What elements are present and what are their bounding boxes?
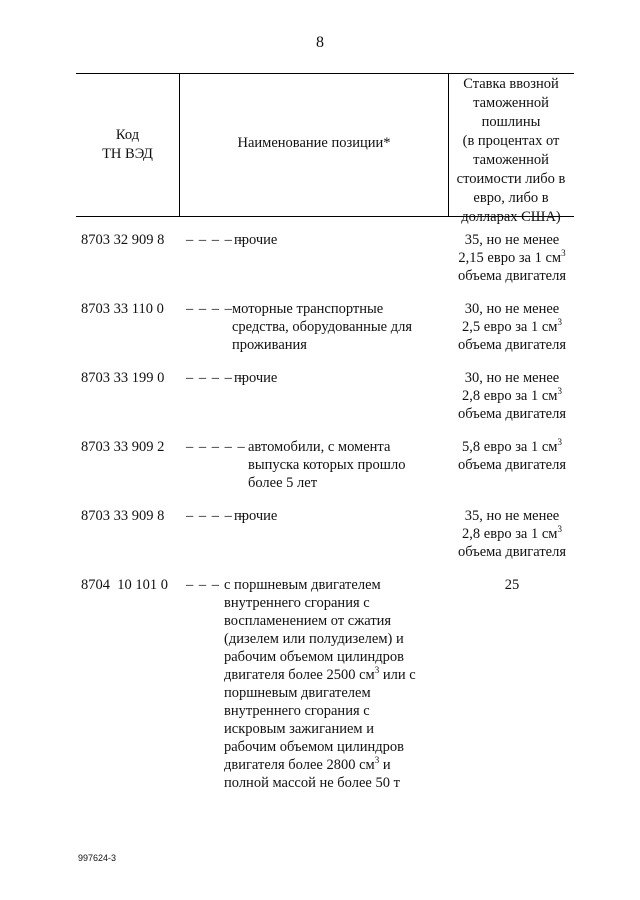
row-dashes: – – – <box>186 577 220 593</box>
row-rate: 30, но не менее 2,8 евро за 1 $см^3$ объема двигателя <box>457 370 566 422</box>
header-code: Код ТН ВЭД <box>102 127 153 162</box>
row-code: 8703 32 909 8 <box>81 232 165 248</box>
row-name: прочие <box>234 232 278 248</box>
tariff-table <box>76 73 574 791</box>
row-code: 8704 10 101 0 <box>81 577 168 593</box>
row-dashes: – – – – – <box>186 508 246 524</box>
row-dashes: – – – – – <box>186 232 246 248</box>
row-name: автомобили, с момента выпуска которых прошло более 5 лет <box>248 439 406 491</box>
row-rate: 25 <box>504 577 520 593</box>
row-dashes: – – – – – <box>186 439 246 455</box>
row-name: прочие <box>234 508 278 524</box>
header-name: Наименование позиции* <box>237 135 391 151</box>
row-code: 8703 33 110 0 <box>81 301 164 317</box>
row-rate: 5,8 евро за 1 $см^3$ объема двигателя <box>457 437 566 473</box>
document-code: 997624-3 <box>78 853 117 863</box>
row-name: моторные транспортные средства, оборудованные для проживания <box>232 301 413 353</box>
row-dashes: – – – – <box>186 301 233 317</box>
header-rate: Ставка ввозной таможенной пошлины (в процентах от таможенной стоимости либо в евро, либо в долларах США) <box>456 76 566 225</box>
row-dashes: – – – – – <box>186 370 246 386</box>
row-code: 8703 33 909 2 <box>81 439 165 455</box>
row-name: с поршневым двигателем внутреннего сгорания с воспламенением от сжатия (дизелем или полудизелем) и рабочим объемом цилиндров двигателя более 2500 $см^3$ или с поршневым двигателем внутреннего сгорания с искровым зажиганием и рабочим объемом цилиндров двигателя более 2800 $см^3$ и полной массой не более 50 т <box>224 577 416 791</box>
row-name: прочие <box>234 370 278 386</box>
row-rate: 30, но не менее 2,5 евро за 1 $см^3$ объема двигателя <box>457 301 566 353</box>
row-rate: 35, но не менее 2,8 евро за 1 $см^3$ объема двигателя <box>457 508 566 560</box>
page-number: 8 <box>316 34 324 51</box>
table-header <box>76 73 574 225</box>
row-code: 8703 33 199 0 <box>81 370 165 386</box>
row-rate: 35, но не менее 2,15 евро за 1 $см^3$ объема двигателя <box>457 232 566 284</box>
row-code: 8703 33 909 8 <box>81 508 165 524</box>
